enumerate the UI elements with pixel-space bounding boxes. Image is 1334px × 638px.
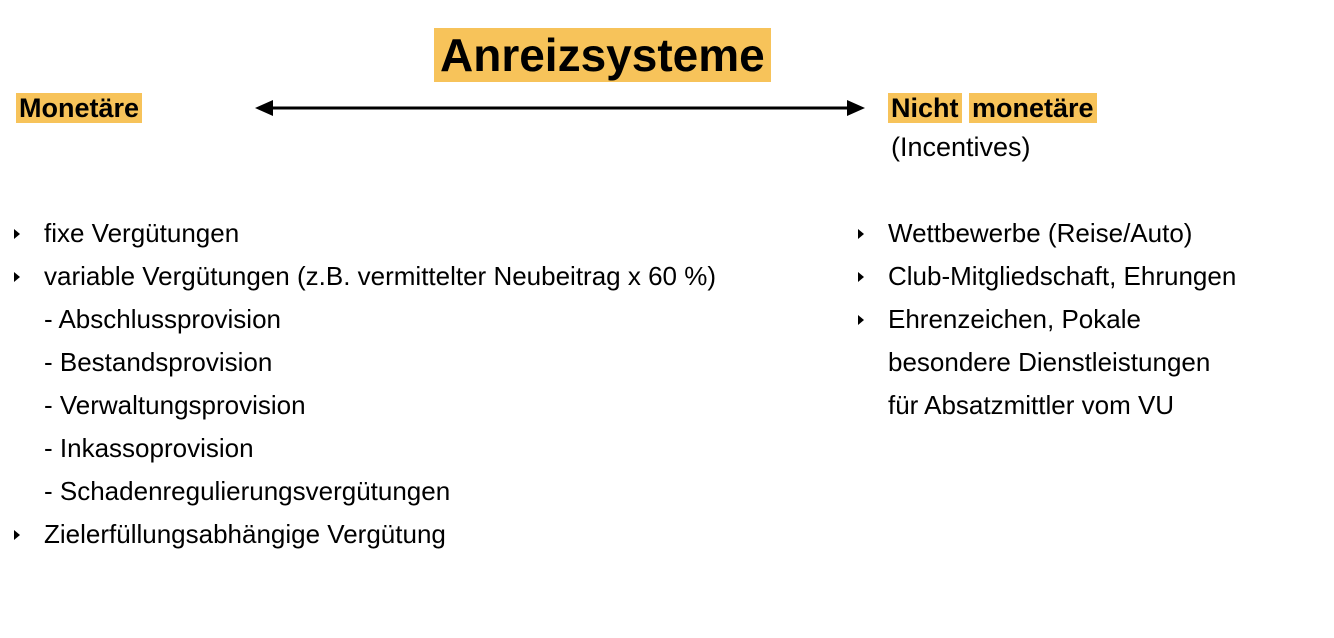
list-item: Wettbewerbe (Reise/Auto) (858, 212, 1236, 255)
list-item: - Abschlussprovision (44, 304, 281, 334)
triangle-bullet-icon (858, 315, 864, 325)
monetary-list (14, 212, 716, 556)
triangle-bullet-icon (14, 530, 20, 540)
list-item: fixe Vergütungen (14, 212, 716, 255)
incentives-subheader: (Incentives) (891, 132, 1031, 162)
triangle-bullet-icon (858, 272, 864, 282)
list-item: Ehrenzeichen, Pokale (858, 298, 1236, 341)
double-headed-arrow-icon (255, 94, 865, 122)
non-monetary-header (888, 90, 1097, 126)
non-monetary-header-word1: Nicht (888, 93, 962, 123)
monetary-header-label: Monetäre (16, 93, 142, 123)
list-item: - Bestandsprovision (44, 347, 273, 377)
triangle-bullet-icon (14, 229, 20, 239)
list-item: für Absatzmittler vom VU (888, 390, 1175, 420)
non-monetary-list (858, 212, 1236, 427)
list-item: variable Vergütungen (z.B. vermittelter Neubeitrag x 60 %) (14, 255, 716, 298)
page-title: Anreizsysteme (434, 28, 771, 82)
triangle-bullet-icon (858, 229, 864, 239)
triangle-bullet-icon (14, 272, 20, 282)
non-monetary-header-word2: monetäre (969, 93, 1097, 123)
list-item: Club-Mitgliedschaft, Ehrungen (858, 255, 1236, 298)
list-item: besondere Dienstleistungen (888, 347, 1211, 377)
monetary-header (16, 90, 142, 126)
list-item: - Inkassoprovision (44, 433, 254, 463)
list-item: - Schadenregulierungsvergütungen (44, 476, 451, 506)
list-item: Zielerfüllungsabhängige Vergütung (14, 513, 716, 556)
list-item: - Verwaltungsprovision (44, 390, 306, 420)
